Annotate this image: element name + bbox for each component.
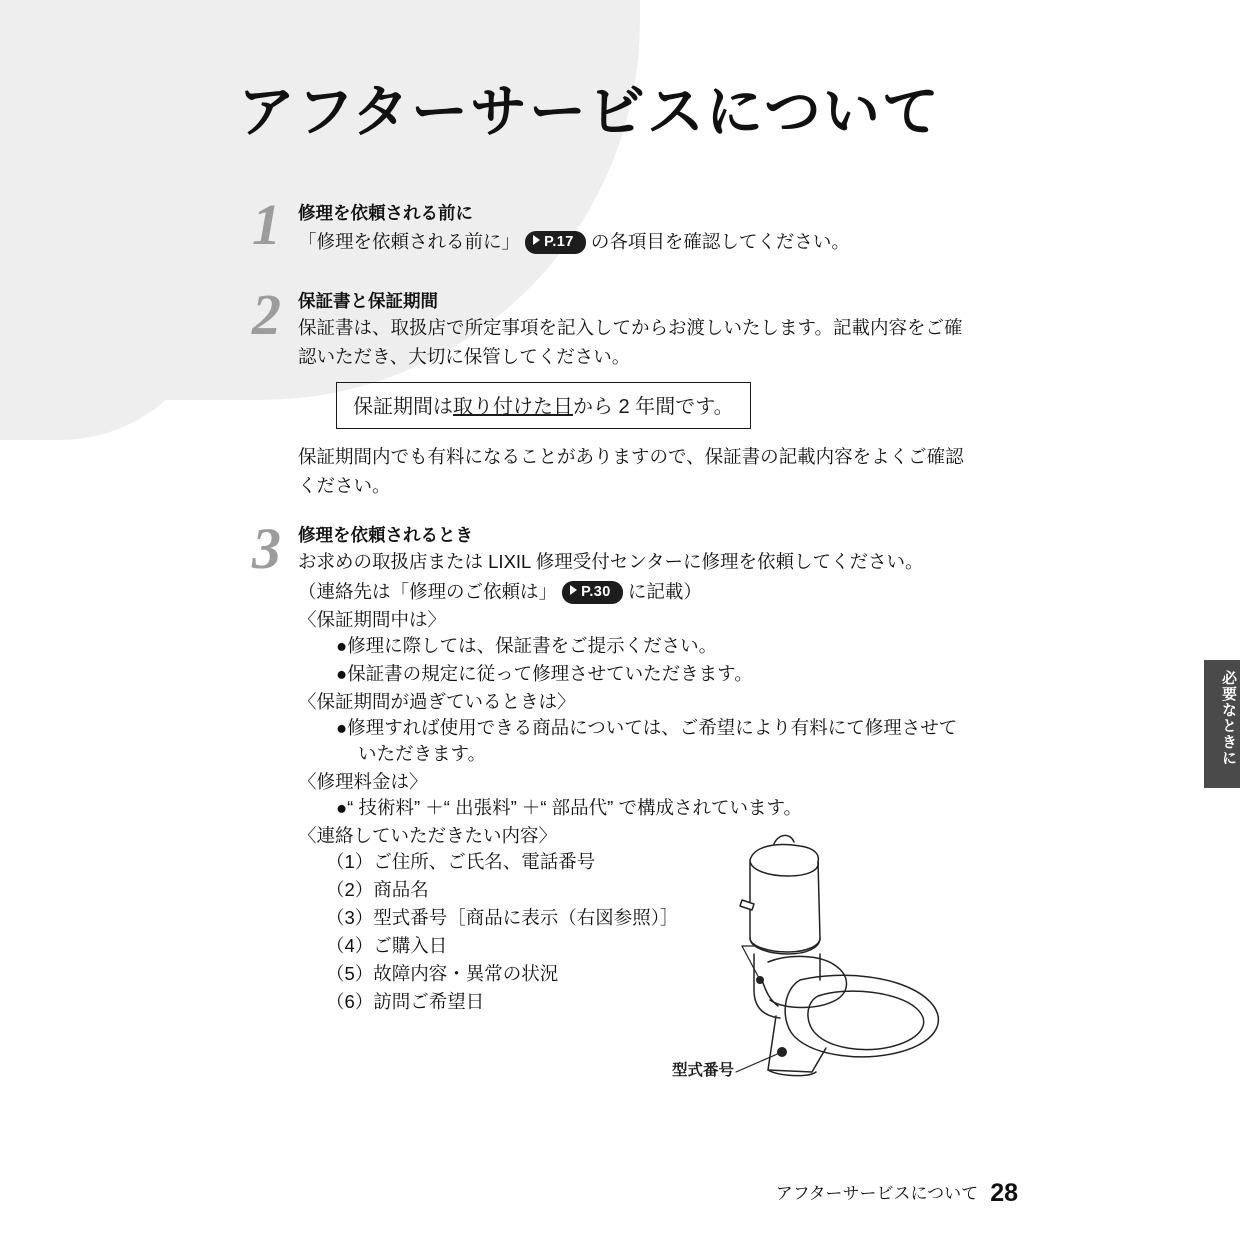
page-ref-p30[interactable] [562, 581, 623, 604]
group-0-item-0: ●修理に際しては、保証書をご提示ください。 [336, 635, 718, 656]
section-1-text-pre: 「修理を依頼される前に」 [298, 231, 521, 252]
toilet-illustration [650, 820, 980, 1090]
section-number-1: 1 [252, 192, 281, 257]
group-1-item-1: いただきます。 [358, 743, 487, 764]
page-ref-p17[interactable] [525, 231, 586, 254]
group-3-item-1: （2）商品名 [326, 879, 429, 900]
side-tab-necessary-times[interactable]: 必要なときに [1204, 660, 1240, 788]
group-3-item-0: （1）ご住所、ご氏名、電話番号 [326, 851, 596, 872]
group-label-contact-info: 〈連絡していただきたい内容〉 [298, 825, 558, 846]
contact-post: に記載） [627, 581, 702, 602]
warranty-box-underlined: 取り付けた日 [453, 396, 573, 418]
warranty-period-box [336, 382, 751, 429]
group-0-item-1: ●保証書の規定に従って修理させていただきます。 [336, 663, 753, 684]
group-3-item-3: （4）ご購入日 [326, 935, 448, 956]
page-ref-p17-label: P.17 [544, 234, 574, 250]
warranty-box-post: から 2 年間です。 [573, 396, 734, 418]
group-label-repair-fee: 〈修理料金は〉 [298, 771, 428, 792]
section-3-contact-line [298, 578, 998, 607]
group-3-item-2: （3）型式番号［商品に表示（右図参照）］ [326, 907, 679, 928]
section-1-text-post: の各項目を確認してください。 [590, 231, 850, 252]
figure-label-model-number: 型式番号 [672, 1062, 735, 1079]
page-number: 28 [990, 1179, 1018, 1207]
section-number-3: 3 [252, 516, 281, 581]
footer-title: アフターサービスについて [775, 1184, 979, 1203]
section-2-paragraph: 保証書は、取扱店で所定事項を記入してからお渡しいたします。記載内容をご確認いただき、大切に保管してください。 [298, 317, 963, 367]
section-2-paragraph-2: 保証期間内でも有料になることがありますので、保証書の記載内容をよくご確認ください。 [298, 446, 964, 496]
warranty-box-pre: 保証期間は [353, 396, 453, 418]
group-2-item-0: ●“ 技術料” ＋“ 出張料” ＋“ 部品代” で構成されています。 [336, 797, 802, 818]
page-footer [776, 1179, 1018, 1208]
section-heading-2: 保証書と保証期間 [298, 291, 438, 311]
page-ref-p30-label: P.30 [581, 584, 611, 600]
group-label-warranty-expired: 〈保証期間が過ぎているときは〉 [298, 691, 576, 712]
section-heading-3: 修理を依頼されるとき [298, 525, 473, 545]
group-3-item-5: （6）訪問ご希望日 [326, 991, 485, 1012]
section-number-2: 2 [252, 282, 281, 347]
group-label-warranty-active: 〈保証期間中は〉 [298, 609, 447, 630]
section-3-paragraph: お求めの取扱店または LIXIL 修理受付センターに修理を依頼してください。 [298, 551, 924, 572]
section-heading-1: 修理を依頼される前に [298, 203, 473, 223]
section-1-text [298, 228, 998, 257]
page-title: アフターサービスについて [238, 80, 941, 144]
group-3-item-4: （5）故障内容・異常の状況 [326, 963, 559, 984]
group-1-item-0: ●修理すれば使用できる商品については、ご希望により有料にて修理させて [336, 717, 958, 738]
contact-pre: （連絡先は「修理のご依頼は」 [298, 581, 558, 602]
